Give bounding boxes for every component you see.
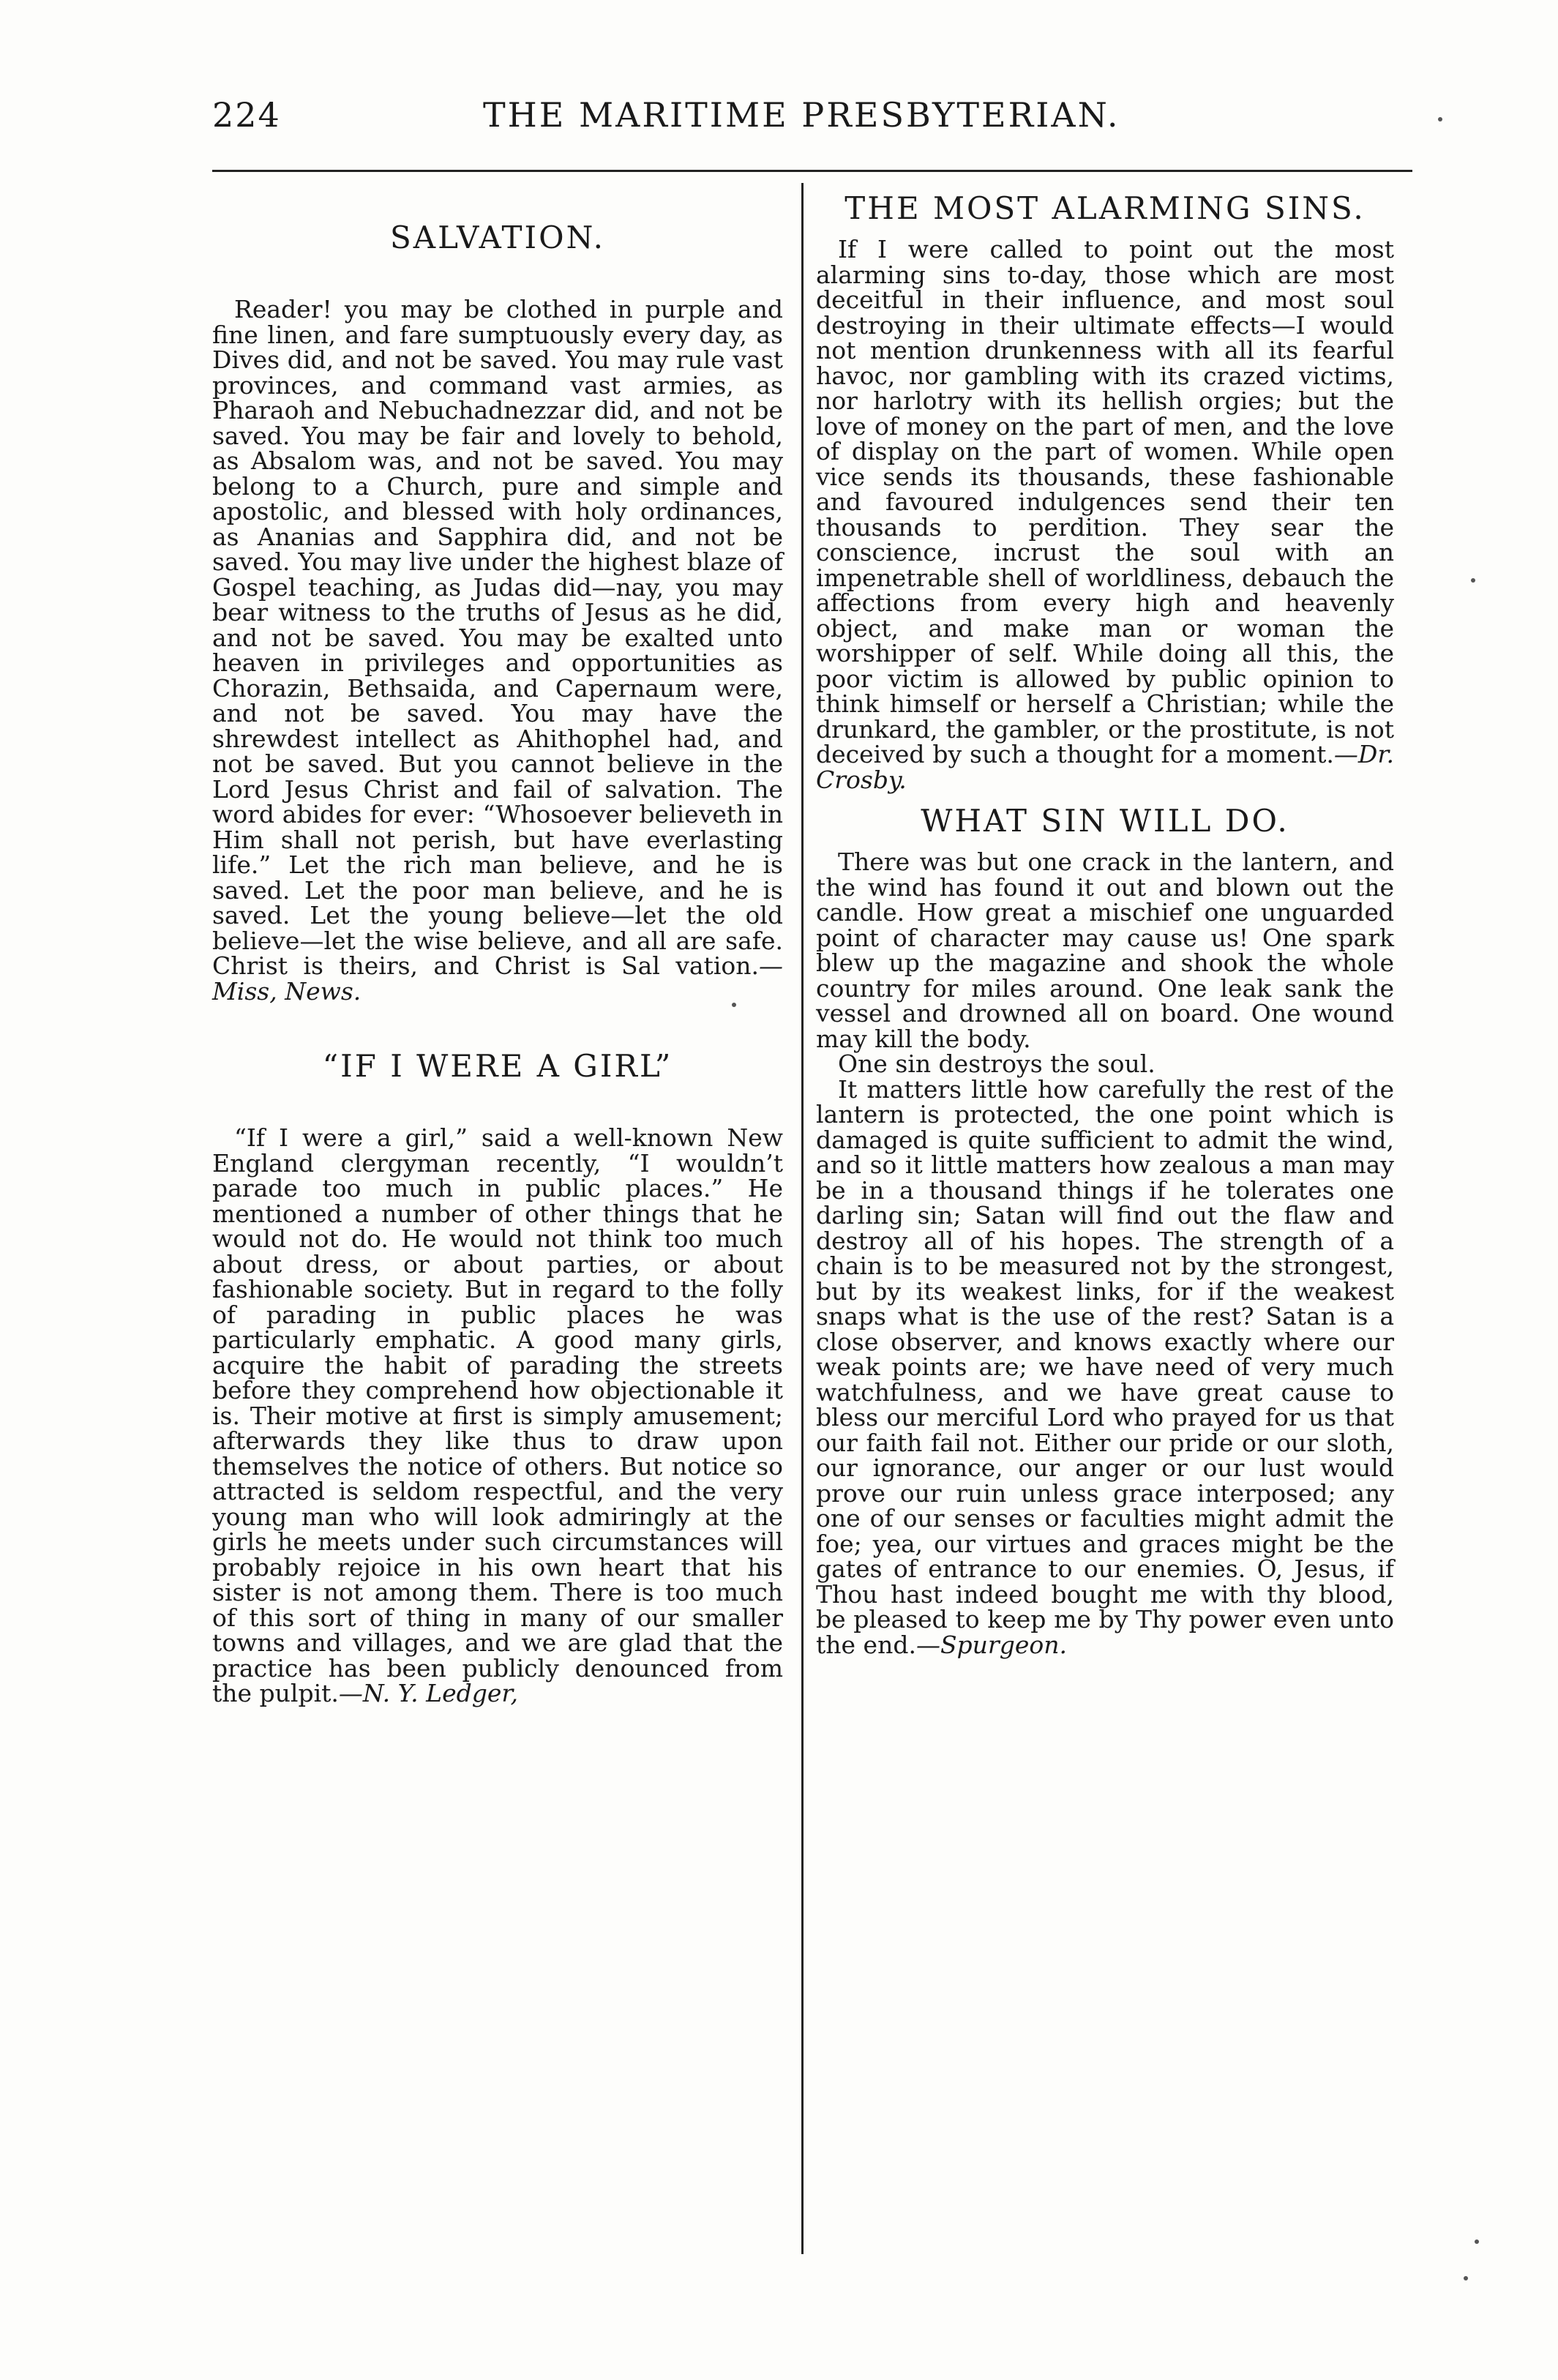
article-paragraph <box>816 1074 1394 1659</box>
header-rule <box>212 170 1412 172</box>
scan-speck <box>1475 2239 1479 2244</box>
article-body <box>212 297 783 1004</box>
article-paragraph: One sin destroys the soul. <box>838 1049 1156 1078</box>
right-column <box>816 183 1394 1658</box>
article-most-alarming-sins <box>816 183 1394 793</box>
article-attribution: —Miss, News. <box>212 951 783 1006</box>
article-body <box>212 1123 783 1707</box>
article-title: SALVATION. <box>390 220 605 255</box>
article-title: “IF I WERE A GIRL” <box>322 1048 673 1084</box>
scan-speck <box>732 1003 736 1007</box>
article-text: Reader! you may be clothed in purple and fine linen, and fare sumptuously every day, as Dives did, and not be saved. You may rule vast provinces, and command vast armies, as Pharaoh and Nebuchadnezzar did, and not be saved. You may be fair and lovely to behold, as Absalom was, and not be saved. You may belong to a Church, pure and simple and apostolic, and blessed with holy ordinances, as Ananias and Sapphira did, and not be saved. You may live under the highest blaze of Gospel teaching, as Judas did—nay, you may bear witness to the truths of Jesus as he did, and not be saved. You may be exalted unto heaven in privileges and opportunities as Chorazin, Bethsaida, and Capernaum were, and not be saved. You may have the shrewdest intellect as Ahithophel had, and not be saved. But you cannot believe in the Lord Jesus Christ and fail of salvation. The word abides for ever: “Whosoever believeth in Him shall not perish, but have everlasting life.” Let the rich man believe, and he is saved. Let the poor man believe, and he is saved. Let the young believe—let the old believe—let the wise believe, and all are safe. Christ is theirs, and Christ is Sal vation. <box>212 295 783 980</box>
left-column <box>212 183 783 1707</box>
article-what-sin-will-do <box>816 803 1394 1658</box>
page-number: 224 <box>212 95 281 135</box>
article-body <box>816 237 1394 793</box>
article-paragraph: There was but one crack in the lantern, and the wind has found it out and blown out the candle. How great a mischief one unguarded point of character may cause us! One spark blew up the magazine and shook the whole country for miles around. One leak sank the vessel and drowned all on board. One wound may kill the body. <box>816 847 1394 1053</box>
article-attribution: —Spurgeon. <box>915 1630 1067 1659</box>
column-divider <box>801 183 804 2254</box>
article-title: WHAT SIN WILL DO. <box>921 803 1289 839</box>
scan-speck <box>1438 117 1442 121</box>
article-attribution: —N. Y. Ledger, <box>338 1679 519 1707</box>
journal-title: THE MARITIME PRESBYTERIAN. <box>483 95 1120 135</box>
running-head <box>212 95 1412 146</box>
article-attribution: —Dr. Crosby. <box>816 740 1394 794</box>
article-text: “If I were a girl,” said a well-known New England clergyman recently, “I wouldn’t parade too much in public places.” He mentioned a number of other things that he would not do. He would not think too much about dress, or about parties, or about fashionable society. But in regard to the folly of parading in public places he was particularly emphatic. A good many girls, acquire the habit of parading the streets before they comprehend how objectionable it is. Their motive at first is simply amusement; afterwards they like thus to draw upon themselves the notice of others. But notice so attracted is seldom respectful, and the very young man who will look admiringly at the girls he meets under such circumstances will probably rejoice in his own heart that his sister is not among them. There is too much of this sort of thing in many of our smaller towns and villages, and we are glad that the practice has been publicly denounced from the pulpit. <box>212 1123 783 1707</box>
article-if-i-were-a-girl <box>212 1048 783 1707</box>
scan-speck <box>1464 2276 1468 2280</box>
article-salvation <box>212 183 783 1004</box>
scan-speck <box>1471 578 1475 583</box>
article-text: If I were called to point out the most alarming sins to-day, those which are most deceitful in their influence, and most soul destroying in their ultimate effects—I would not mention drunkenness with all its fearful havoc, nor gambling with its crazed victims, nor harlotry with its hellish orgies; but the love of money on the part of men, and the love of display on the part of women. While open vice sends its thousands, these fashionable and favoured indulgences send their ten thousands to perdition. They sear the conscience, incrust the soul with an impenetrable shell of worldliness, debauch the affections from every high and heavenly object, and make man or woman the worshipper of self. While doing all this, the poor victim is allowed by public opinion to think himself or herself a Christian; while the drunkard, the gambler, or the prostitute, is not deceived by such a thought for a moment. <box>816 235 1394 768</box>
article-text: It matters little how carefully the rest of the lantern is protected, the one point which is damaged is quite sufficient to admit the wind, and so it little matters how zealous a man may be in a thousand things if he tolerates one darling sin; Satan will find out the flaw and destroy all of his hopes. The strength of a chain is to be measured not by the strongest, but by its weakest links, for if the weakest snaps what is the use of the rest? Satan is a close observer, and knows exactly where our weak points are; we have need of very much watchfulness, and we have great cause to bless our merciful Lord who prayed for us that our faith fail not. Either our pride or our sloth, our ignorance, our anger or our lust would prove our ruin unless grace interposed; any one of our senses or faculties might admit the foe; yea, our virtues and graces might be the gates of entrance to our enemies. O, Jesus, if Thou hast indeed bought me with thy blood, be pleased to keep me by Thy power even unto the end. <box>816 1074 1394 1659</box>
article-title: THE MOST ALARMING SINS. <box>844 190 1366 226</box>
